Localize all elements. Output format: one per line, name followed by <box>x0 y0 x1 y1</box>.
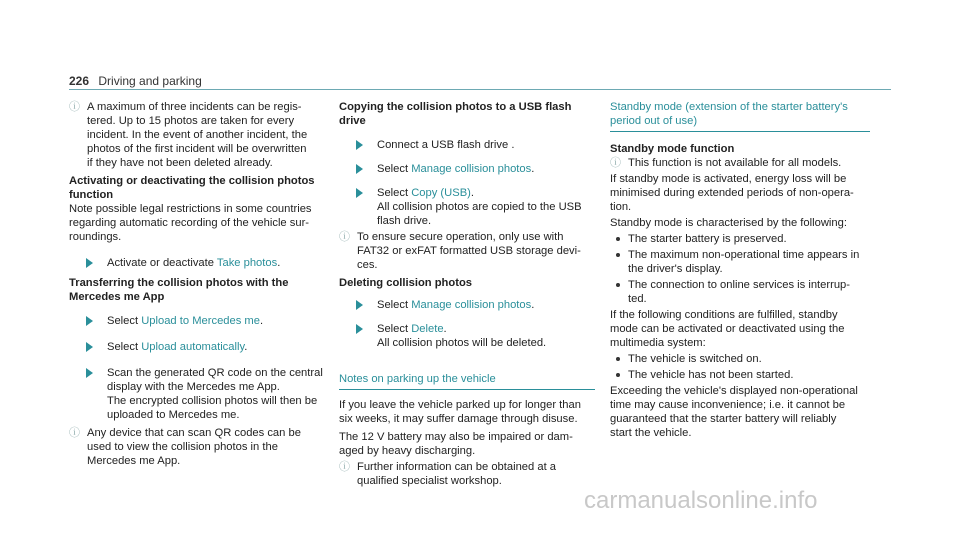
section-parking-notes: Notes on parking up the vehicle <box>339 372 595 390</box>
arrow-icon <box>86 258 93 268</box>
info-icon: ⓘ <box>339 231 350 243</box>
heading-transfer-photos: Transferring the collision photos with the <box>69 277 289 289</box>
arrow-icon <box>356 324 363 334</box>
step-upload-automatically: Select Upload automatically. <box>69 340 324 354</box>
info-note-qr-devices: ⓘ Any device that can scan QR codes can be used to view the collision photos in the Mercedes me App. <box>69 427 301 467</box>
step-connect-usb: Connect a USB flash drive . <box>339 138 595 152</box>
para-parked-up: If you leave the vehicle parked up for longer than <box>339 399 581 411</box>
chapter-title: Driving and parking <box>98 74 202 88</box>
column-3: Standby mode (extension of the starter battery's period out of use) Standby mode function ⓘ This function is not available for all models. If standby mode is activated, energy loss will be minimised during extended periods of non-opera- tion. Standby mode is characterised by the following: The starter battery is preserved. The maximum non-operational time appears in the driver's display. The connection to online services is interrup- ted. If the following conditions are fulfilled, standby mode can be activated or deactivated using the multimedia system: The vehicle is switched on. The vehicle has not been started. Exceeding the vehicle's displayed non-operational time may cause inconvenience; i.e. it cannot be guaranteed that the starter battery will reliably start the vehicle. <box>610 100 870 440</box>
header-divider <box>69 89 891 90</box>
arrow-icon <box>356 188 363 198</box>
info-icon: ⓘ <box>610 157 621 169</box>
arrow-icon <box>356 164 363 174</box>
upload-automatically-link[interactable]: Upload automatically <box>141 341 245 353</box>
step-delete: Select Delete. All collision photos will be deleted. <box>339 322 595 350</box>
list-item: The connection to online services is interrup- ted. <box>610 278 870 306</box>
watermark: carmanualsonline.info <box>584 487 818 514</box>
arrow-icon <box>86 342 93 352</box>
section-standby-mode: Standby mode (extension of the starter battery's period out of use) <box>610 100 870 132</box>
heading-delete-photos: Deleting collision photos <box>339 277 473 289</box>
take-photos-link[interactable]: Take photos <box>216 257 278 269</box>
upload-to-mercedes-me-link[interactable]: Upload to Mercedes me <box>141 315 260 327</box>
column-1: ⓘ A maximum of three incidents can be regis- tered. Up to 15 photos are taken for every incident. In the event of another incident, the photos of the first incident will be overwritten if they have not been deleted already. Activating or deactivating the collision photos function Note possible legal restrictions in some countries regarding automatic recording of the vehicle sur- roundings. Activate or deactivate Take photos. Transferring the collision photos with the Mercedes me App Select Upload to Mercedes me. Select Upload automatically. Scan the generated QR code on the central display with the Mercedes me App. The encrypted collision photos will then be uploaded to Mercedes me. ⓘ Any device that can scan QR codes can be used to view the collision photos in the Mercedes me App. <box>69 101 323 467</box>
arrow-icon <box>356 300 363 310</box>
info-note-availability: ⓘ This function is not available for all models. <box>610 157 842 169</box>
list-item: The maximum non-operational time appears in the driver's display. <box>610 248 870 276</box>
heading-copy-to-usb: Copying the collision photos to a USB flash drive <box>339 101 572 127</box>
para-characterised: Standby mode is characterised by the following: <box>610 217 847 229</box>
info-note-workshop: ⓘ Further information can be obtained at a qualified specialist workshop. <box>339 461 557 487</box>
info-icon: ⓘ <box>339 461 350 473</box>
step-upload-to-mercedes-me: Select Upload to Mercedes me. <box>69 314 324 328</box>
list-item: The vehicle is switched on. <box>610 352 870 366</box>
step-manage-collision-photos-2: Select Manage collision photos. <box>339 298 595 312</box>
step-copy-usb: Select Copy (USB). All collision photos are copied to the USB flash drive. <box>339 186 595 228</box>
info-note-incidents: ⓘ A maximum of three incidents can be regis- tered. Up to 15 photos are taken for every incident. In the event of another incident, the photos of the first incident will be overwritten if they have not been deleted already. <box>69 101 308 169</box>
bullet-icon <box>616 373 620 377</box>
page-header <box>69 74 202 88</box>
para-exceeding: Exceeding the vehicle's displayed non-operational <box>610 385 858 397</box>
copy-usb-link[interactable]: Copy (USB) <box>411 187 471 199</box>
arrow-icon <box>86 316 93 326</box>
info-note-usb-format: ⓘ To ensure secure operation, only use with FAT32 or exFAT formatted USB storage devi- ces. <box>339 231 581 271</box>
bullet-icon <box>616 253 620 257</box>
step-manage-collision-photos: Select Manage collision photos. <box>339 162 595 176</box>
heading-activate-collision-photos: Activating or deactivating the collision photos <box>69 175 315 187</box>
heading-standby-function: Standby mode function <box>610 143 735 155</box>
bullet-icon <box>616 357 620 361</box>
list-item: The vehicle has not been started. <box>610 368 870 382</box>
para-conditions: If the following conditions are fulfilled, standby <box>610 309 838 321</box>
manage-collision-photos-link[interactable]: Manage collision photos <box>411 163 532 175</box>
info-icon: ⓘ <box>69 427 80 439</box>
delete-link[interactable]: Delete <box>411 323 444 335</box>
legal-note: Note possible legal restrictions in some countries <box>69 203 312 215</box>
para-battery: The 12 V battery may also be impaired or dam- <box>339 431 573 443</box>
bullet-icon <box>616 283 620 287</box>
column-2: Copying the collision photos to a USB flash drive Connect a USB flash drive . Select Manage collision photos. Select Copy (USB). All collision photos are copied to the USB flash drive. ⓘ To ensure secure operation, only use with FAT32 or exFAT formatted USB storage devi- ces. Deleting collision photos Select Manage collision photos. Select Delete. All collision photos will be deleted. Notes on parking up the vehicle If you leave the vehicle parked up for longer than six weeks, it may suffer damage through disuse. The 12 V battery may also be impaired or dam- aged by heavy discharging. ⓘ Further information can be obtained at a qualified specialist workshop. <box>339 100 595 488</box>
bullet-icon <box>616 237 620 241</box>
arrow-icon <box>356 140 363 150</box>
step-scan-qr-code: Scan the generated QR code on the central display with the Mercedes me App. The encrypted collision photos will then be uploaded to Mercedes me. <box>69 366 324 422</box>
list-item: The starter battery is preserved. <box>610 232 870 246</box>
arrow-icon <box>86 368 93 378</box>
para-standby-activated: If standby mode is activated, energy loss will be <box>610 173 847 185</box>
manage-collision-photos-link-2[interactable]: Manage collision photos <box>411 299 532 311</box>
step-take-photos: Activate or deactivate Take photos. <box>69 256 324 270</box>
page-number: 226 <box>69 74 90 88</box>
info-icon: ⓘ <box>69 101 80 113</box>
